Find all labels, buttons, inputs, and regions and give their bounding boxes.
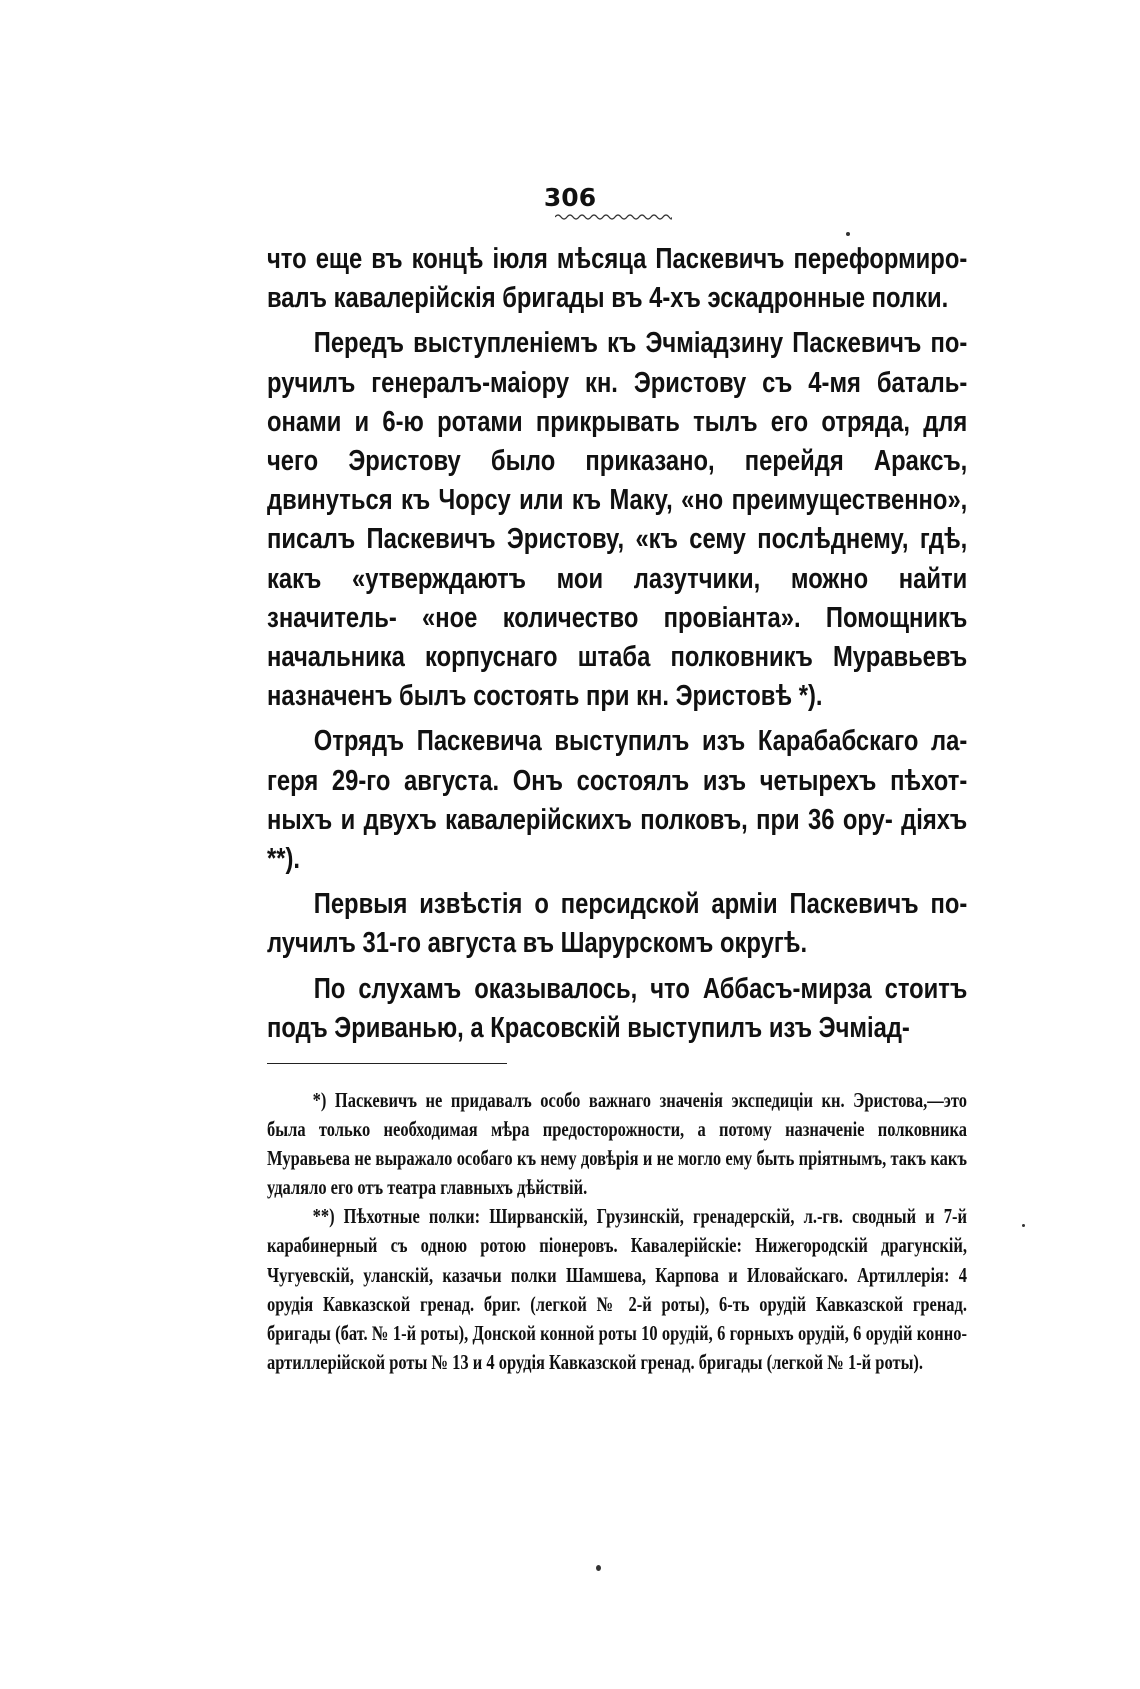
footnote: **) Пѣхотные полки: Ширванскій, Грузинскій, гренадерскій, л.-гв. сводный и 7-й карабинерный съ одною ротою піонеровъ. Кавалерійскіе: Нижегородскій драгунскій, Чугуевскій, уланскій, казачьи полки Шамшева, Карпова и Иловайскаго. Артиллерія: 4 орудія Кавказской гренад. бриг. (легкой № 2-й роты), 6-ть орудій Кавказской гренад. бригады (бат. № 1-й роты), Донской конной роты 10 орудій, 6 горныхъ орудій, 6 орудій конно-артиллерійской роты № 13 и 4 орудія Кавказской гренад. бригады (легкой № 1-й роты). [267, 1206, 968, 1374]
paragraph: Передъ выступленіемъ къ Эчміадзину Паскевичъ по- ручилъ генералъ-маіору кн. Эристову съ 4-мя баталь- онами и 6-ю ротами прикрывать тылъ его отряда, для чего Эристову было приказано, перейдя Араксъ, двинуться къ Чорсу или къ Маку, «но преимущественно», писалъ Паскевичъ Эристову, «къ сему послѣднему, гдѣ, какъ «утверждаютъ мои лазутчики, можно найти значитель- «ное количество провіанта». Помощникъ начальника корпуснаго штаба полковникъ Муравьевъ назначенъ былъ состоять при кн. Эристовѣ *). [267, 327, 968, 713]
paragraph: Отрядъ Паскевича выступилъ изъ Карабабскаго ла- геря 29-го августа. Онъ состоялъ изъ четырехъ пѣхот- ныхъ и двухъ кавалерійскихъ полковъ, при 36 ору- діяхъ **). [267, 725, 968, 876]
page-number: 306 [543, 183, 597, 212]
scan-speck [1022, 1224, 1025, 1227]
scan-speck [846, 232, 850, 236]
paragraph: что еще въ концѣ іюля мѣсяца Паскевичъ переформиро- валъ кавалерійскія бригады въ 4-хъ эскадронные полки. [267, 243, 968, 315]
paragraph: Первыя извѣстія о персидской арміи Паскевичъ по- лучилъ 31-го августа въ Шарурскомъ округѣ. [267, 888, 968, 960]
main-text [267, 240, 968, 1048]
decorative-wave-rule [555, 213, 672, 221]
scan-speck [596, 1565, 601, 1571]
paragraph: По слухамъ оказывалось, что Аббасъ-мирза стоитъ подъ Эриванью, а Красовскій выступилъ изъ Эчміад- [267, 972, 968, 1044]
footnote: *) Паскевичъ не придавалъ особо важнаго значенія экспедиціи кн. Эристова,—это была только необходимая мѣра предосторожности, а потому назначеніе полковника Муравьева не выражало особагo къ нему довѣрія и не могло ему быть пріятнымъ, такъ какъ удаляло его отъ театра главныхъ дѣйствій. [267, 1090, 968, 1200]
footnotes [267, 1087, 968, 1378]
footnote-separator [267, 1063, 507, 1064]
